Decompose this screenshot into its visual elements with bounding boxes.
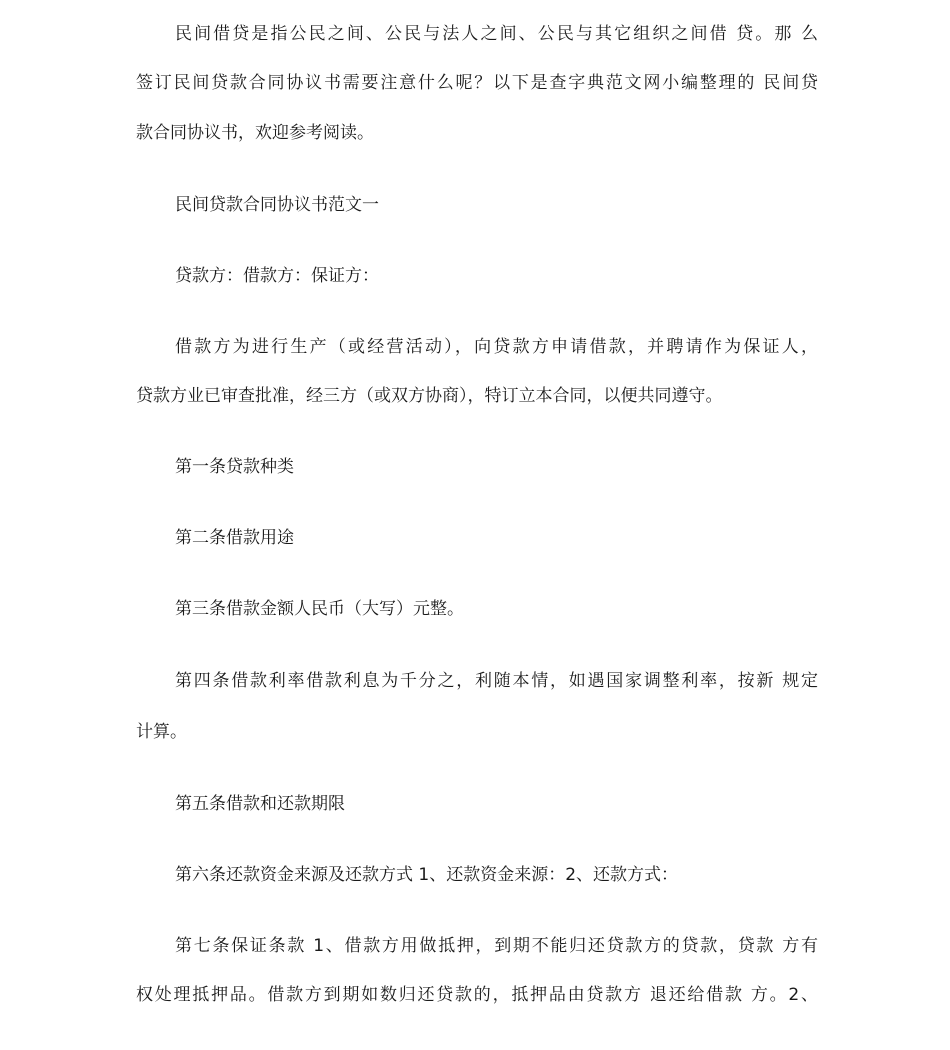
intro-line-2: 签订民间贷款合同协议书需要注意什么呢？以下是查字典范文网小编整理的 民间贷: [136, 73, 818, 93]
preamble-line-2: 贷款方业已审查批准，经三方（或双方协商），特订立本合同，以便共同遵守。: [136, 386, 723, 406]
article-4-line-1: 第四条借款利率借款利息为千分之，利随本情，如遇国家调整利率，按新 规定: [175, 671, 818, 691]
article-5: 第五条借款和还款期限: [175, 794, 345, 814]
intro-line-3: 款合同协议书，欢迎参考阅读。: [136, 123, 374, 143]
parties-line: 贷款方：借款方：保证方：: [175, 266, 379, 286]
article-2: 第二条借款用途: [175, 528, 294, 548]
article-7-line-1: 第七条保证条款 1、借款方用做抵押，到期不能归还贷款方的贷款，贷款 方有: [175, 936, 818, 956]
sample-title: 民间贷款合同协议书范文一: [175, 195, 379, 215]
article-1: 第一条贷款种类: [175, 457, 294, 477]
article-3: 第三条借款金额人民币（大写）元整。: [175, 599, 464, 619]
intro-line-1: 民间借贷是指公民之间、公民与法人之间、公民与其它组织之间借 贷。那 么: [175, 24, 818, 44]
article-7-line-2: 权处理抵押品。借款方到期如数归还贷款的，抵押品由贷款方 退还给借款 方。2、: [136, 985, 818, 1005]
article-6: 第六条还款资金来源及还款方式 1、还款资金来源：2、还款方式：: [175, 865, 679, 885]
article-4-line-2: 计算。: [136, 722, 187, 742]
preamble-line-1: 借款方为进行生产（或经营活动），向贷款方申请借款，并聘请作为保证人，: [175, 337, 818, 357]
